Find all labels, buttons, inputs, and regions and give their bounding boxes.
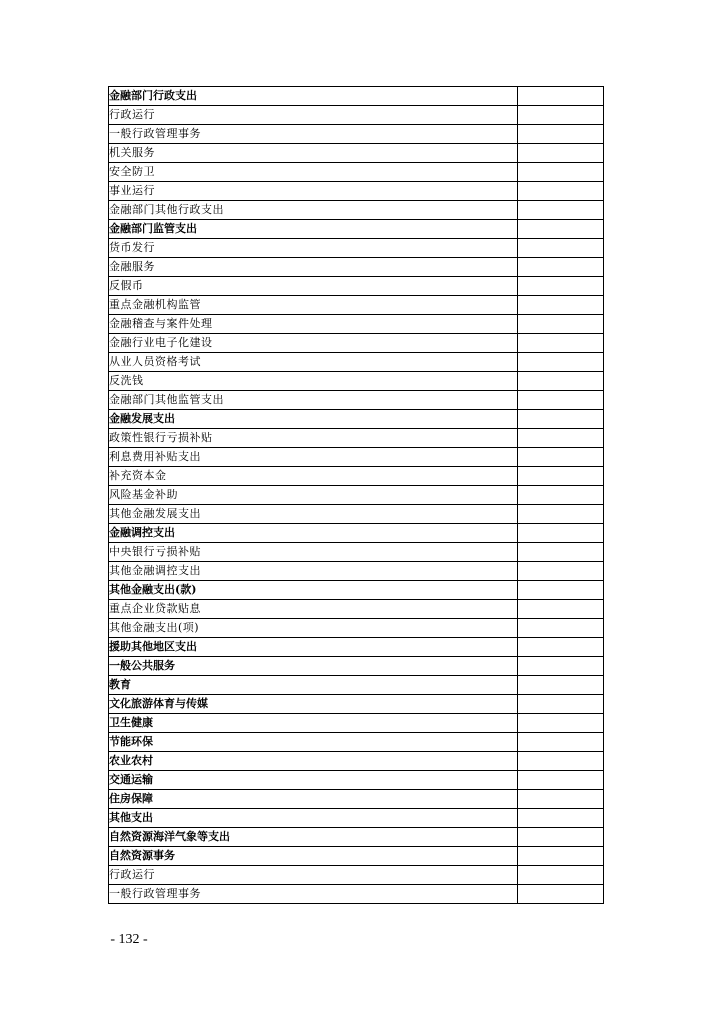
row-value bbox=[518, 87, 604, 106]
row-value bbox=[518, 467, 604, 486]
table-row bbox=[109, 429, 604, 448]
table-row bbox=[109, 809, 604, 828]
row-label: 重点金融机构监管 bbox=[109, 296, 518, 315]
row-label: 利息费用补贴支出 bbox=[109, 448, 518, 467]
row-value bbox=[518, 144, 604, 163]
row-value bbox=[518, 714, 604, 733]
table-row bbox=[109, 220, 604, 239]
row-label: 从业人员资格考试 bbox=[109, 353, 518, 372]
table-row bbox=[109, 752, 604, 771]
row-value bbox=[518, 201, 604, 220]
row-value bbox=[518, 163, 604, 182]
table-row bbox=[109, 733, 604, 752]
row-label: 政策性银行亏损补贴 bbox=[109, 429, 518, 448]
row-label: 行政运行 bbox=[109, 866, 518, 885]
row-label: 文化旅游体育与传媒 bbox=[109, 695, 518, 714]
row-value bbox=[518, 847, 604, 866]
row-label: 交通运输 bbox=[109, 771, 518, 790]
row-label: 补充资本金 bbox=[109, 467, 518, 486]
table-row bbox=[109, 315, 604, 334]
row-label: 卫生健康 bbox=[109, 714, 518, 733]
table-row bbox=[109, 448, 604, 467]
row-label: 安全防卫 bbox=[109, 163, 518, 182]
table-row bbox=[109, 866, 604, 885]
row-value bbox=[518, 505, 604, 524]
table-row bbox=[109, 714, 604, 733]
row-value bbox=[518, 182, 604, 201]
row-value bbox=[518, 125, 604, 144]
table-row bbox=[109, 505, 604, 524]
row-label: 其他金融支出(项) bbox=[109, 619, 518, 638]
row-label: 一般行政管理事务 bbox=[109, 125, 518, 144]
row-label: 金融部门监管支出 bbox=[109, 220, 518, 239]
row-value bbox=[518, 372, 604, 391]
row-value bbox=[518, 391, 604, 410]
row-value bbox=[518, 562, 604, 581]
row-value bbox=[518, 410, 604, 429]
table-row bbox=[109, 87, 604, 106]
table-row bbox=[109, 334, 604, 353]
table-row bbox=[109, 676, 604, 695]
row-value bbox=[518, 657, 604, 676]
table-row bbox=[109, 600, 604, 619]
table-row bbox=[109, 619, 604, 638]
budget-table bbox=[108, 86, 604, 904]
row-value bbox=[518, 790, 604, 809]
row-value bbox=[518, 619, 604, 638]
table-row bbox=[109, 106, 604, 125]
row-label: 中央银行亏损补贴 bbox=[109, 543, 518, 562]
row-value bbox=[518, 277, 604, 296]
table-row bbox=[109, 239, 604, 258]
table-row bbox=[109, 638, 604, 657]
row-value bbox=[518, 733, 604, 752]
row-label: 金融部门行政支出 bbox=[109, 87, 518, 106]
row-label: 援助其他地区支出 bbox=[109, 638, 518, 657]
table-row bbox=[109, 828, 604, 847]
table-row bbox=[109, 125, 604, 144]
row-label: 风险基金补助 bbox=[109, 486, 518, 505]
table-row bbox=[109, 182, 604, 201]
row-label: 金融调控支出 bbox=[109, 524, 518, 543]
row-value bbox=[518, 315, 604, 334]
row-value bbox=[518, 676, 604, 695]
row-value bbox=[518, 543, 604, 562]
table-row bbox=[109, 391, 604, 410]
table-body bbox=[109, 87, 604, 904]
row-value bbox=[518, 828, 604, 847]
table-row bbox=[109, 543, 604, 562]
page-number: - 132 - bbox=[110, 932, 148, 947]
row-value bbox=[518, 524, 604, 543]
row-label: 货币发行 bbox=[109, 239, 518, 258]
row-label: 反洗钱 bbox=[109, 372, 518, 391]
row-value bbox=[518, 220, 604, 239]
row-label: 机关服务 bbox=[109, 144, 518, 163]
table-row bbox=[109, 657, 604, 676]
table-row bbox=[109, 372, 604, 391]
row-value bbox=[518, 258, 604, 277]
table-row bbox=[109, 201, 604, 220]
table-row bbox=[109, 524, 604, 543]
row-value bbox=[518, 581, 604, 600]
row-value bbox=[518, 429, 604, 448]
row-label: 其他金融发展支出 bbox=[109, 505, 518, 524]
row-label: 自然资源事务 bbox=[109, 847, 518, 866]
row-label: 教育 bbox=[109, 676, 518, 695]
row-label: 其他金融调控支出 bbox=[109, 562, 518, 581]
table-row bbox=[109, 486, 604, 505]
row-value bbox=[518, 353, 604, 372]
row-label: 农业农村 bbox=[109, 752, 518, 771]
row-label: 住房保障 bbox=[109, 790, 518, 809]
table-row bbox=[109, 258, 604, 277]
row-label: 金融部门其他监管支出 bbox=[109, 391, 518, 410]
row-value bbox=[518, 695, 604, 714]
table-row bbox=[109, 467, 604, 486]
row-label: 金融部门其他行政支出 bbox=[109, 201, 518, 220]
row-value bbox=[518, 752, 604, 771]
row-value bbox=[518, 106, 604, 125]
row-label: 一般公共服务 bbox=[109, 657, 518, 676]
row-value bbox=[518, 866, 604, 885]
row-label: 其他支出 bbox=[109, 809, 518, 828]
row-label: 金融发展支出 bbox=[109, 410, 518, 429]
row-label: 金融稽查与案件处理 bbox=[109, 315, 518, 334]
row-label: 金融行业电子化建设 bbox=[109, 334, 518, 353]
table-row bbox=[109, 353, 604, 372]
table-row bbox=[109, 695, 604, 714]
row-value bbox=[518, 600, 604, 619]
row-value bbox=[518, 486, 604, 505]
table-row bbox=[109, 277, 604, 296]
table-row bbox=[109, 144, 604, 163]
row-value bbox=[518, 771, 604, 790]
row-label: 自然资源海洋气象等支出 bbox=[109, 828, 518, 847]
row-label: 反假币 bbox=[109, 277, 518, 296]
row-value bbox=[518, 448, 604, 467]
table-row bbox=[109, 771, 604, 790]
table-row bbox=[109, 581, 604, 600]
row-label: 行政运行 bbox=[109, 106, 518, 125]
table-row bbox=[109, 847, 604, 866]
row-value bbox=[518, 296, 604, 315]
row-value bbox=[518, 809, 604, 828]
row-label: 节能环保 bbox=[109, 733, 518, 752]
row-label: 金融服务 bbox=[109, 258, 518, 277]
row-value bbox=[518, 885, 604, 904]
row-value bbox=[518, 239, 604, 258]
table-row bbox=[109, 296, 604, 315]
row-label: 重点企业贷款贴息 bbox=[109, 600, 518, 619]
table-row bbox=[109, 885, 604, 904]
row-label: 一般行政管理事务 bbox=[109, 885, 518, 904]
row-value bbox=[518, 334, 604, 353]
table-row bbox=[109, 562, 604, 581]
row-label: 其他金融支出(款) bbox=[109, 581, 518, 600]
table-row bbox=[109, 790, 604, 809]
table-row bbox=[109, 410, 604, 429]
row-value bbox=[518, 638, 604, 657]
table-row bbox=[109, 163, 604, 182]
row-label: 事业运行 bbox=[109, 182, 518, 201]
